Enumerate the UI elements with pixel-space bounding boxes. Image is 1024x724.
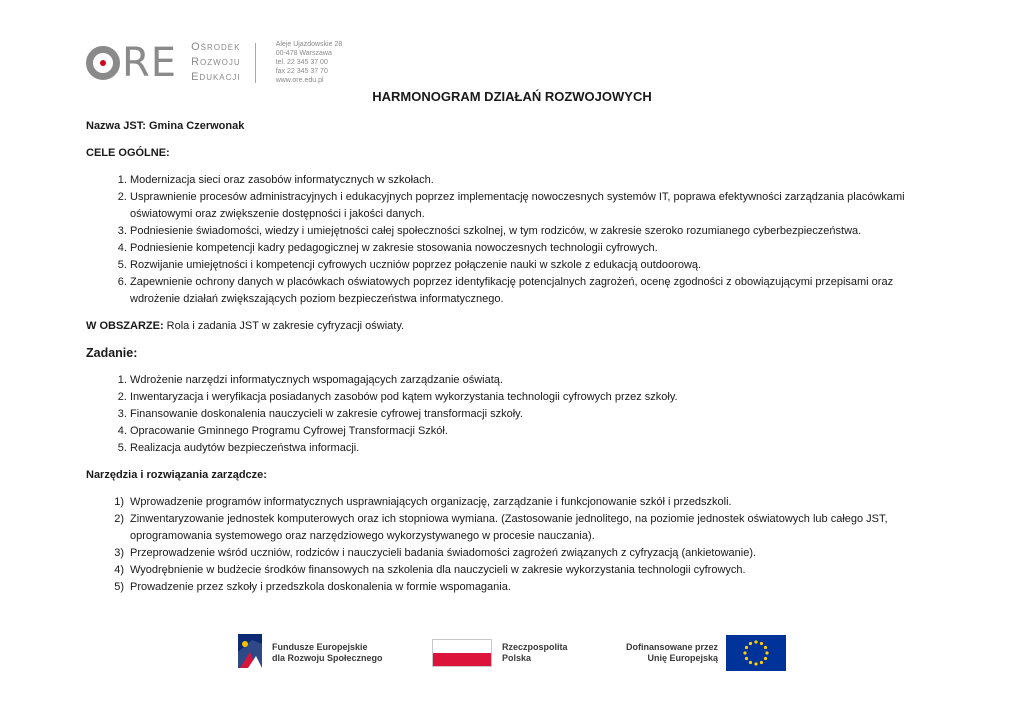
jst-name: Nazwa JST: Gmina Czerwonak	[86, 120, 245, 132]
document-body	[86, 118, 946, 596]
eu-label-line: Unię Europejską	[647, 653, 718, 663]
org-name-line: Ośrodek	[191, 41, 241, 53]
tool-item: Przeprowadzenie wśród uczniów, rodziców i nauczycieli badania świadomości zagrożeń związanych z cyfryzacją (ankietowanie).	[130, 547, 757, 559]
ore-logo-letters: RE	[122, 39, 178, 86]
fe-label-line: Fundusze Europejskie	[272, 642, 368, 652]
task-item: 3. Finansowanie doskonalenia nauczycieli w zakresie cyfrowej transformacji szkoły.	[130, 406, 946, 423]
contact-phone: tel. 22 345 37 00	[275, 59, 328, 66]
fe-label-line: dla Rozwoju Społecznego	[272, 653, 383, 663]
tasks-list	[86, 372, 946, 457]
tool-item: Zinwentaryzowanie jednostek komputerowych oraz ich stopniowa wymiana. (Zastosowanie jednolitego, na poziomie jednostek oświatowych lub całego JST, oprogramowania systemowego oraz narzędziowego wykorzystywanego w procesie nauczania).	[130, 513, 888, 542]
poland-flag-icon	[432, 639, 492, 667]
goal-item: 6. Zapewnienie ochrony danych w placówkach oświatowych poprzez identyfikację potencjalnych zagrożeń, ocenę zgodności z obowiązującymi przepisami oraz wdrożenie działań zwiększających poziom bezpieczeństwa informatycznego.	[130, 274, 946, 308]
goal-item: 1. Modernizacja sieci oraz zasobów informatycznych w szkołach.	[130, 172, 946, 189]
task-item: 5. Realizacja audytów bezpieczeństwa informacji.	[130, 440, 946, 457]
org-name-line: Rozwoju	[191, 56, 241, 68]
fe-label	[272, 642, 383, 664]
rp-label	[502, 642, 568, 664]
goal-item: 4. Podniesienie kompetencji kadry pedagogicznej w zakresie stosowania nowoczesnych technologii cyfrowych.	[130, 240, 946, 257]
goal-item: 3. Podniesienie świadomości, wiedzy i umiejętności całej społeczności szkolnej, w tym rodziców, w zakresie szeroko rozumianego cyberbezpieczeństwa.	[130, 223, 946, 240]
area-line	[86, 318, 946, 335]
fundusze-europejskie-icon	[236, 632, 264, 670]
area-label: W OBSZARZE:	[86, 320, 164, 332]
goals-list	[86, 172, 946, 308]
goal-item: 2. Usprawnienie procesów administracyjnych i edukacyjnych poprzez implementację nowoczesnych systemów IT, poprawa efektywności zarządzania placówkami oświatowymi oraz zwiększenie dostępności i jakości danych.	[130, 189, 946, 223]
task-item: 2. Inwentaryzacja i weryfikacja posiadanych zasobów pod kątem wykorzystania technologii cyfrowych przez szkoły.	[130, 389, 946, 406]
area-text: Rola i zadania JST w zakresie cyfryzacji oświaty.	[163, 320, 405, 332]
task-item: 4. Opracowanie Gminnego Programu Cyfrowej Transformacji Szkół.	[130, 423, 946, 440]
org-contact	[276, 40, 343, 85]
header-divider	[255, 43, 256, 83]
eu-flag-icon	[726, 635, 786, 671]
task-item: 1. Wdrożenie narzędzi informatycznych wspomagających zarządzanie oświatą.	[130, 372, 946, 389]
org-name	[191, 40, 241, 85]
tool-item: Wyodrębnienie w budżecie środków finansowych na szkolenia dla nauczycieli w zakresie wykorzystania technologii cyfrowych.	[130, 564, 746, 576]
goal-item: 5. Rozwijanie umiejętności i kompetencji cyfrowych uczniów poprzez połączenie nauki w szkole z edukacją outdoorową.	[130, 257, 946, 274]
tools-list	[86, 494, 946, 596]
ore-logo-mark	[86, 39, 178, 86]
tools-heading: Narzędzia i rozwiązania zarządcze:	[86, 469, 267, 481]
rp-label-line: Rzeczpospolita	[502, 642, 568, 652]
goals-heading: CELE OGÓLNE:	[86, 147, 170, 159]
org-name-line: Edukacji	[191, 71, 241, 83]
tool-item: Prowadzenie przez szkoły i przedszkola doskonalenia w formie wspomagania.	[130, 581, 511, 593]
tasks-heading: Zadanie:	[86, 346, 138, 360]
contact-city: 00-478 Warszawa	[275, 50, 332, 57]
funding-logos	[236, 632, 788, 672]
rp-label-line: Polska	[502, 653, 532, 663]
ore-logo	[86, 40, 342, 85]
eu-label-line: Dofinansowane przez	[625, 642, 718, 652]
contact-address: Aleje Ujazdowskie 28	[275, 41, 343, 48]
document-title: HARMONOGRAM DZIAŁAŃ ROZWOJOWYCH	[372, 89, 652, 104]
ore-ring-icon	[86, 46, 120, 80]
eu-label	[604, 642, 718, 664]
contact-fax: fax 22 345 37 70	[275, 68, 328, 75]
contact-website: www.ore.edu.pl	[275, 77, 324, 84]
tool-item: Wprowadzenie programów informatycznych usprawniających organizację, zarządzanie i funkcjonowanie szkół i przedszkoli.	[130, 496, 732, 508]
